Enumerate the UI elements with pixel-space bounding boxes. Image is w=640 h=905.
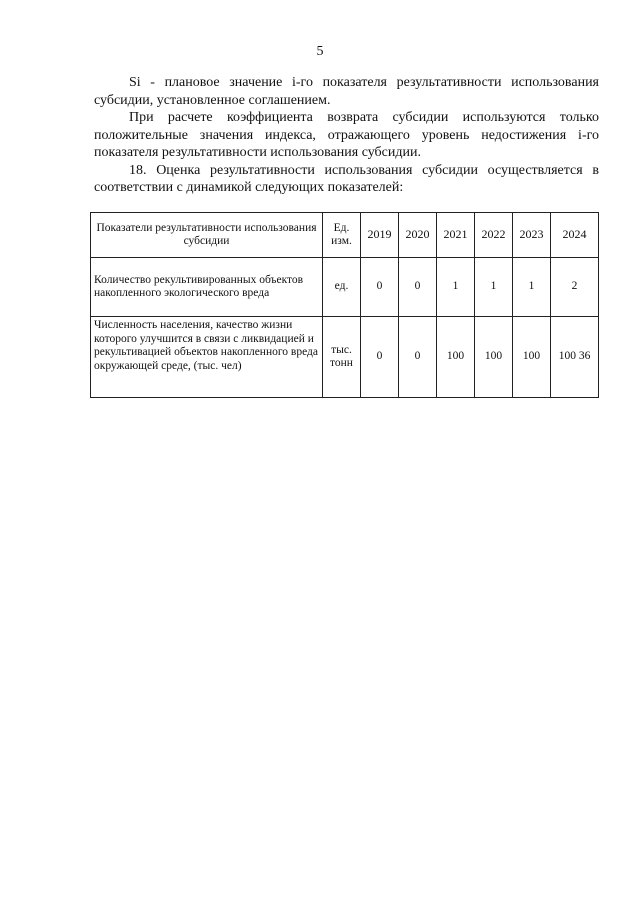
value-cell: 0: [399, 258, 437, 317]
value-cell: 100: [475, 317, 513, 398]
value-cell: 100: [513, 317, 551, 398]
table-header-row: [91, 213, 599, 258]
indicator-name: Количество рекультивированных объектов накопленного экологического вреда: [91, 258, 323, 317]
header-year-2023: 2023: [513, 213, 551, 258]
indicators-table: [90, 212, 599, 398]
paragraph-si-definition: Si - плановое значение i-го показателя результативности использования субсидии, установленное соглашением.: [94, 75, 599, 108]
value-cell: 0: [361, 258, 399, 317]
value-cell: 1: [475, 258, 513, 317]
value-cell: 1: [437, 258, 475, 317]
unit-cell: тыс. тонн: [323, 317, 361, 398]
header-year-2020: 2020: [399, 213, 437, 258]
value-cell: 0: [361, 317, 399, 398]
value-cell: 2: [551, 258, 599, 317]
paragraph-coefficient: При расчете коэффициента возврата субсидии используются только положительные значения индекса, отражающего уровень недостижения i-го показателя результативности использования субсидии.: [94, 110, 599, 160]
value-cell: 100: [437, 317, 475, 398]
value-cell: 100 36: [551, 317, 599, 398]
body-text: [94, 74, 599, 197]
page-number: 5: [316, 44, 324, 59]
table-row: [91, 317, 599, 398]
unit-cell: ед.: [323, 258, 361, 317]
table-row: [91, 258, 599, 317]
header-year-2021: 2021: [437, 213, 475, 258]
header-year-2022: 2022: [475, 213, 513, 258]
header-unit: Ед. изм.: [323, 213, 361, 258]
header-indicator: Показатели результативности использования субсидии: [91, 213, 323, 258]
paragraph-18: 18. Оценка результативности использования субсидии осуществляется в соответствии с динамикой следующих показателей:: [94, 162, 599, 195]
value-cell: 0: [399, 317, 437, 398]
header-year-2024: 2024: [551, 213, 599, 258]
value-cell: 1: [513, 258, 551, 317]
header-year-2019: 2019: [361, 213, 399, 258]
indicator-name: Численность населения, качество жизни которого улучшится в связи с ликвидацией и рекультивацией объектов накопленного вреда окружающей среде, (тыс. чел): [91, 317, 323, 398]
